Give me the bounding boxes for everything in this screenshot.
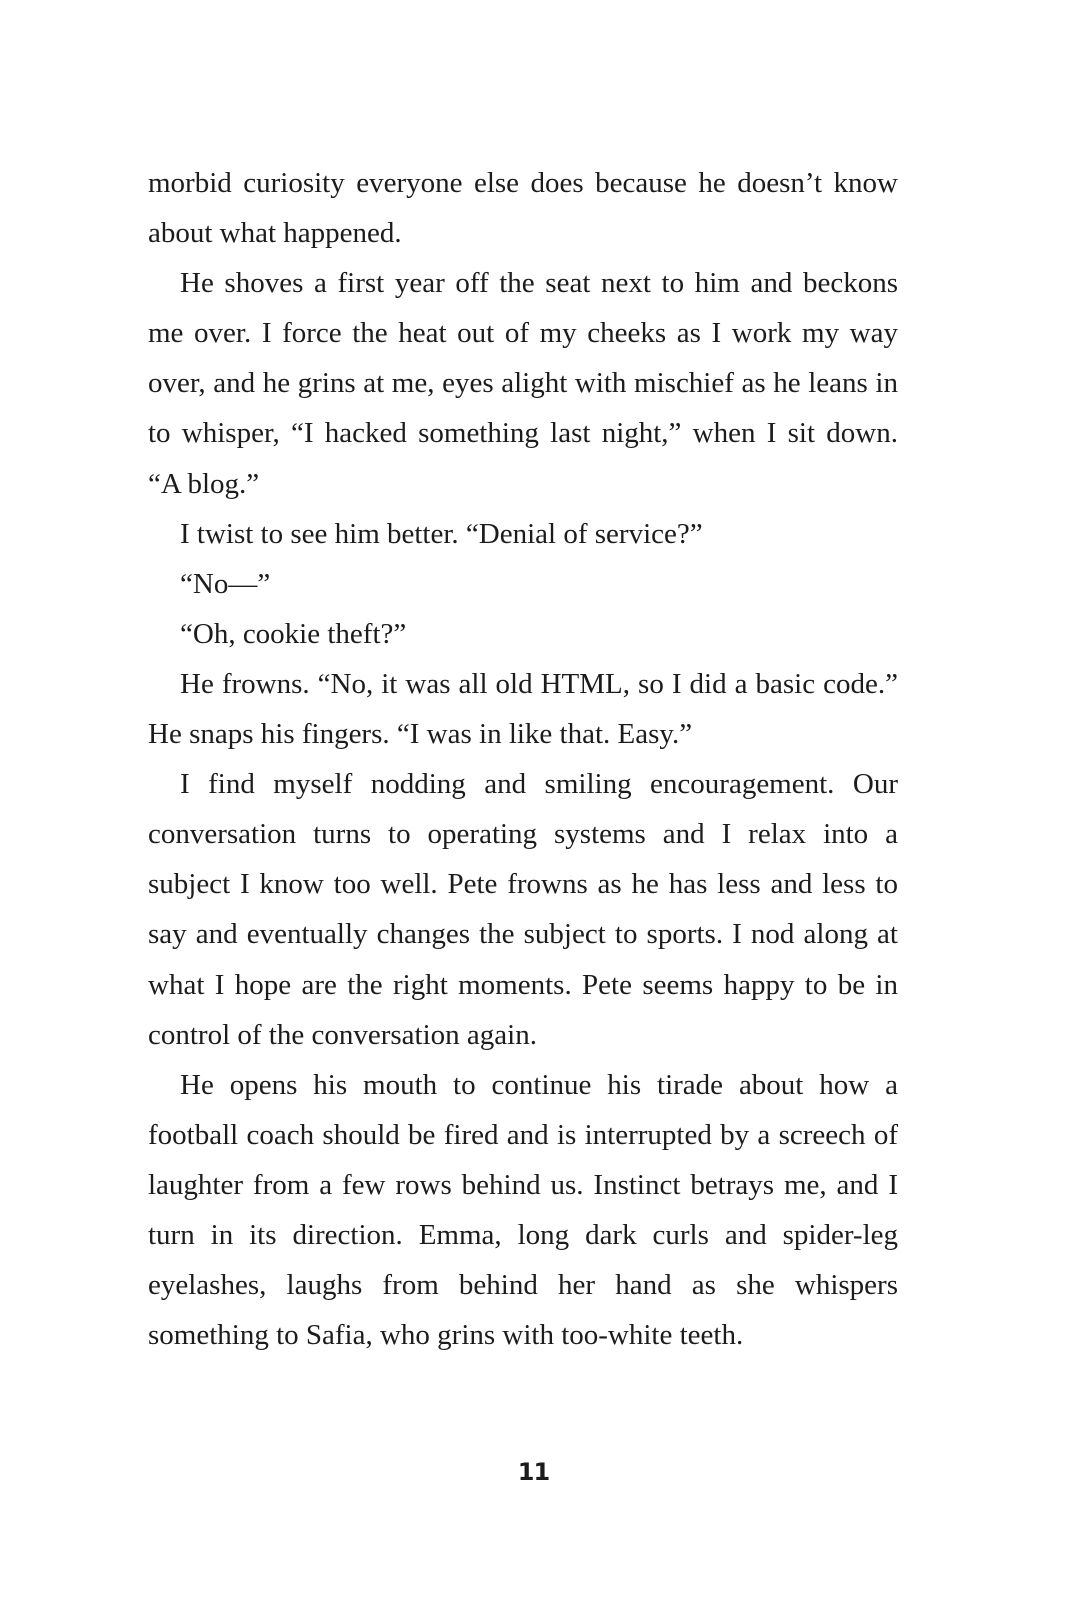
paragraph-2: He shoves a first year off the seat next to him and beckons me over. I force the heat out of my cheeks as I work my way over, and he grins at me, eyes alight with mischief as he leans in to whisper, “I hacked something last night,” when I sit down. “A blog.”	[148, 267, 898, 500]
paragraph-4: “No—”	[180, 567, 271, 600]
page-number: 11	[517, 1458, 550, 1486]
paragraph-5: “Oh, cookie theft?”	[180, 617, 407, 650]
paragraph-7: I find myself nodding and smiling encouragement. Our conversation turns to operating systems and I relax into a subject I know too well. Pete frowns as he has less and less to say and eventually changes the subject to sports. I nod along at what I hope are the right moments. Pete seems happy to be in control of the conversation again.	[148, 768, 898, 1051]
paragraph-3: I twist to see him better. “Denial of service?”	[180, 517, 703, 550]
paragraph-1: morbid curiosity everyone else does because he doesn’t know about what happened.	[148, 167, 898, 250]
page-body	[148, 158, 898, 1360]
paragraph-6: He frowns. “No, it was all old HTML, so I did a basic code.” He snaps his fingers. “I was in like that. Easy.”	[148, 667, 898, 751]
paragraph-8: He opens his mouth to continue his tirade about how a football coach should be fired and is interrupted by a screech of laughter from a few rows behind us. Instinct betrays me, and I turn in its direction. Emma, long dark curls and spider-leg eyelashes, laughs from behind her hand as she whispers something to Safia, who grins with too-white teeth.	[148, 1068, 898, 1352]
